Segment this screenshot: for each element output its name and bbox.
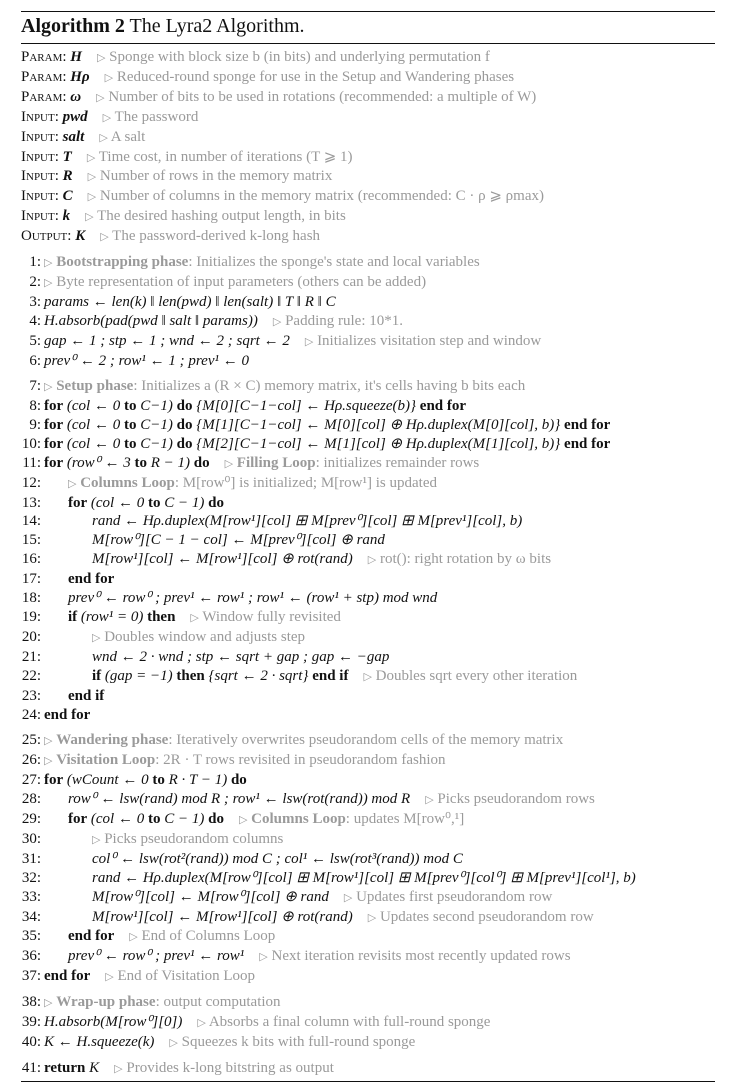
- algorithm-line: [21, 993, 715, 1013]
- line-body: [44, 649, 389, 665]
- line-body: [44, 571, 114, 587]
- line-number: 38:: [21, 994, 41, 1011]
- algorithm-line: [21, 377, 715, 397]
- comment-triangle-icon: ▷: [87, 191, 97, 204]
- line-comment: Window fully revisited: [202, 609, 341, 626]
- line-number: 24:: [21, 706, 41, 723]
- line-body: [44, 994, 281, 1010]
- line-body: [44, 436, 610, 452]
- line-body: [44, 455, 479, 471]
- line-body: [44, 707, 90, 723]
- line-comment: Next iteration revisits most recently updated rows: [271, 948, 571, 965]
- algorithm-line: [21, 790, 715, 810]
- line-number: 39:: [21, 1014, 41, 1031]
- line-number: 12:: [21, 474, 41, 491]
- io-comment: A salt: [110, 128, 146, 145]
- line-number: 22:: [21, 668, 41, 685]
- comment-heading: Setup phase: [56, 377, 134, 394]
- algorithm-line: [21, 830, 715, 850]
- line-code: for (row⁰ ← 3 to R − 1) do: [44, 454, 210, 471]
- comment-triangle-icon: ▷: [96, 52, 106, 64]
- line-number: 36:: [21, 948, 41, 965]
- line-body: [44, 889, 552, 905]
- line-body: [44, 772, 247, 788]
- comment-triangle-icon: ▷: [87, 171, 97, 184]
- line-code: wnd ← 2 · wnd ; stp ← sqrt + gap ; gap ← −gap: [92, 649, 390, 666]
- line-code: for (col ← 0 to C−1) do {M[0][C−1−col] ← Hρ.squeeze(b)} end for: [44, 397, 467, 414]
- algorithm-line: [21, 512, 715, 531]
- line-number: 3:: [29, 293, 41, 310]
- comment-triangle-icon: ▷: [304, 335, 314, 348]
- line-body: [44, 928, 275, 944]
- line-number: 16:: [21, 551, 41, 568]
- comment-triangle-icon: ▷: [96, 91, 105, 104]
- line-code: for (wCount ← 0 to R · T − 1) do: [44, 771, 247, 788]
- line-comment: Picks pseudorandom columns: [104, 830, 284, 847]
- line-comment: End of Columns Loop: [141, 928, 276, 945]
- line-number: 28:: [21, 790, 41, 807]
- algorithm-line: [21, 687, 715, 706]
- comment-triangle-icon: ▷: [425, 793, 434, 806]
- io-variable: H: [70, 49, 82, 65]
- comment-triangle-icon: ▷: [102, 111, 112, 124]
- algorithm-line: [21, 293, 715, 312]
- line-code: end for: [44, 968, 91, 985]
- algorithm-line: [21, 550, 715, 570]
- line-code: M[row¹][col] ← M[row¹][col] ⊕ rot(rand): [92, 551, 353, 568]
- io-row: [21, 227, 715, 247]
- line-number: 14:: [21, 513, 41, 530]
- line-body: [44, 732, 563, 748]
- line-comment: Initializes visitation step and window: [317, 332, 542, 349]
- comment-triangle-icon: ▷: [85, 211, 94, 224]
- io-row: [21, 187, 715, 207]
- comment-triangle-icon: ▷: [44, 257, 53, 270]
- comment-heading: Filling Loop: [236, 454, 316, 471]
- algorithm-line: [21, 927, 715, 947]
- line-number: 29:: [21, 810, 41, 827]
- line-body: [44, 948, 571, 964]
- line-body: [44, 417, 610, 433]
- line-comment: Doubles window and adjusts step: [104, 629, 306, 646]
- line-number: 6:: [29, 352, 41, 369]
- line-code: gap ← 1 ; stp ← 1 ; wnd ← 2 ; sqrt ← 2: [44, 332, 290, 349]
- line-body: [44, 968, 255, 984]
- line-body: [44, 870, 636, 886]
- line-body: [44, 831, 283, 847]
- algorithm-line: [21, 731, 715, 751]
- line-body: [44, 475, 437, 491]
- comment-triangle-icon: ▷: [44, 380, 53, 393]
- line-comment: : output computation: [155, 994, 281, 1011]
- algorithm-line: [21, 397, 715, 416]
- io-variable: ω: [70, 88, 82, 105]
- algorithm-line: [21, 352, 715, 371]
- comment-triangle-icon: ▷: [86, 151, 96, 164]
- io-comment: The desired hashing output length, in bits: [97, 208, 346, 225]
- line-code: end for: [68, 571, 115, 588]
- line-code: for (col ← 0 to C − 1) do: [68, 810, 224, 827]
- io-variable: salt: [62, 128, 85, 145]
- io-kind: Input:: [21, 188, 59, 205]
- line-body: [44, 851, 463, 867]
- line-number: 17:: [21, 571, 41, 588]
- io-row: [21, 88, 715, 108]
- algorithm-line: [21, 454, 715, 474]
- line-number: 9:: [29, 416, 41, 433]
- line-code: rand ← Hρ.duplex(M[row¹][col] ⊞ M[prev⁰][col] ⊞ M[prev¹][col], b): [92, 513, 523, 530]
- line-body: [44, 1014, 490, 1030]
- io-kind: Param:: [21, 88, 67, 105]
- line-body: [44, 398, 466, 414]
- algorithm-line: [21, 648, 715, 667]
- io-comment: Number of rows in the memory matrix: [99, 168, 333, 185]
- algorithm-line: [21, 706, 715, 725]
- algorithm-line: [21, 888, 715, 908]
- io-kind: Param:: [21, 68, 67, 85]
- line-comment: rot(): right rotation by ω bits: [379, 551, 552, 568]
- algorithm-line: [21, 850, 715, 869]
- line-comment: Updates first pseudorandom row: [356, 888, 553, 905]
- caption-title: The Lyra2 Algorithm.: [129, 15, 305, 37]
- comment-triangle-icon: ▷: [367, 911, 377, 924]
- comment-triangle-icon: ▷: [92, 632, 101, 645]
- algorithm-line: [21, 869, 715, 888]
- algorithm-line: [21, 810, 715, 830]
- io-comment: Sponge with block size b (in bits) and underlying permutation f: [109, 49, 490, 65]
- io-row: [21, 48, 715, 68]
- line-code: H.absorb(pad(pwd ‖ salt ‖ params)): [44, 312, 258, 329]
- line-comment: : Initializes the sponge's state and local variables: [188, 254, 480, 271]
- line-number: 8:: [29, 397, 41, 414]
- algorithm-line: [21, 771, 715, 790]
- io-declarations: [21, 48, 715, 247]
- line-code: row⁰ ← lsw(rand) mod R ; row¹ ← lsw(rot(rand)) mod R: [68, 790, 411, 807]
- line-number: 33:: [21, 888, 41, 905]
- algorithm-block: [21, 11, 715, 1082]
- io-kind: Param:: [21, 49, 67, 65]
- algorithm-line: [21, 570, 715, 589]
- line-code: if (gap = −1) then {sqrt ← 2 · sqrt} end if: [92, 668, 349, 685]
- algorithm-line: [21, 967, 715, 987]
- comment-heading: Columns Loop: [251, 810, 346, 827]
- line-code: end if: [68, 688, 105, 705]
- algorithm-line: [21, 628, 715, 648]
- line-code: params ← len(k) ‖ len(pwd) ‖ len(salt) ‖ T ‖ R ‖ C: [44, 293, 336, 310]
- io-variable: K: [75, 228, 86, 245]
- comment-heading: Wrap-up phase: [56, 994, 156, 1011]
- comment-triangle-icon: ▷: [169, 1037, 178, 1050]
- line-number: 25:: [21, 731, 41, 748]
- io-comment: The password: [114, 108, 199, 125]
- algorithm-line: [21, 608, 715, 628]
- line-number: 34:: [21, 908, 41, 925]
- io-kind: Input:: [21, 148, 59, 165]
- line-body: [44, 551, 551, 567]
- line-body: [44, 532, 385, 548]
- line-body: [44, 909, 594, 925]
- algorithm-line: [21, 947, 715, 967]
- line-code: prev⁰ ← row⁰ ; prev¹ ← row¹: [68, 948, 245, 965]
- algorithm-line: [21, 253, 715, 273]
- line-comment: Byte representation of input parameters (others can be added): [56, 274, 427, 291]
- comment-triangle-icon: ▷: [44, 997, 53, 1010]
- comment-triangle-icon: ▷: [105, 971, 114, 984]
- comment-triangle-icon: ▷: [68, 477, 77, 490]
- io-kind: Output:: [21, 228, 72, 245]
- io-row: [21, 108, 715, 128]
- comment-triangle-icon: ▷: [190, 612, 199, 625]
- io-comment: Number of bits to be used in rotations (recommended: a multiple of W): [108, 88, 537, 105]
- io-comment: The password-derived k-long hash: [112, 228, 321, 245]
- line-number: 31:: [21, 850, 41, 867]
- line-comment: : updates M[row⁰,¹]: [345, 810, 465, 827]
- line-code: return K: [44, 1060, 100, 1077]
- line-comment: : Initializes a (R × C) memory matrix, it's cells having b bits each: [133, 377, 526, 394]
- comment-heading: Wandering phase: [56, 731, 169, 748]
- algorithm-line: [21, 474, 715, 494]
- comment-triangle-icon: ▷: [44, 734, 53, 747]
- line-number: 40:: [21, 1034, 41, 1051]
- line-body: [44, 378, 525, 394]
- algorithm-line: [21, 416, 715, 435]
- io-comment: Reduced-round sponge for use in the Setup and Wandering phases: [116, 68, 515, 85]
- line-comment: : initializes remainder rows: [315, 454, 480, 471]
- line-code: for (col ← 0 to C−1) do {M[2][C−1−col] ← M[1][col] ⊕ Hρ.duplex(M[1][col], b)} end for: [44, 435, 611, 452]
- io-row: [21, 128, 715, 148]
- io-variable: T: [62, 148, 72, 165]
- comment-triangle-icon: ▷: [343, 891, 353, 904]
- line-comment: : Iteratively overwrites pseudorandom cells of the memory matrix: [168, 731, 564, 748]
- line-body: [44, 590, 437, 606]
- line-body: [44, 668, 577, 684]
- io-kind: Input:: [21, 208, 59, 225]
- comment-triangle-icon: ▷: [367, 554, 377, 567]
- comment-triangle-icon: ▷: [44, 277, 53, 290]
- line-number: 23:: [21, 688, 41, 705]
- algorithm-line: [21, 667, 715, 687]
- line-number: 15:: [21, 532, 41, 549]
- line-code: M[row¹][col] ← M[row¹][col] ⊕ rot(rand): [92, 908, 353, 925]
- algorithm-line: [21, 1033, 715, 1053]
- algorithm-line: [21, 751, 715, 771]
- line-number: 32:: [21, 869, 41, 886]
- io-row: [21, 148, 715, 168]
- line-number: 27:: [21, 771, 41, 788]
- comment-heading: Bootstrapping phase: [56, 254, 189, 271]
- comment-triangle-icon: ▷: [197, 1017, 206, 1030]
- algorithm-line: [21, 908, 715, 928]
- line-code: for (col ← 0 to C−1) do {M[1][C−1−col] ← M[0][col] ⊕ Hρ.duplex(M[0][col], b)} end for: [44, 416, 611, 433]
- line-number: 2:: [29, 274, 41, 291]
- algorithm-line: [21, 1013, 715, 1033]
- algorithm-line: [21, 273, 715, 293]
- algorithm-lines: [21, 247, 715, 1079]
- algorithm-line: [21, 589, 715, 608]
- io-variable: Hρ: [70, 68, 90, 85]
- line-code: rand ← Hρ.duplex(M[row⁰][col] ⊞ M[row¹][col] ⊞ M[prev⁰][col⁰] ⊞ M[prev¹][col¹], b): [92, 869, 636, 886]
- line-code: prev⁰ ← row⁰ ; prev¹ ← row¹ ; row¹ ← (row¹ + stp) mod wnd: [68, 590, 438, 607]
- line-number: 1:: [29, 254, 41, 271]
- comment-triangle-icon: ▷: [92, 833, 101, 846]
- line-comment: Updates second pseudorandom row: [379, 908, 594, 925]
- line-body: [44, 688, 104, 704]
- line-body: [44, 294, 336, 310]
- comment-triangle-icon: ▷: [363, 671, 372, 684]
- line-number: 11:: [22, 454, 41, 471]
- line-comment: : M[row⁰] is initialized; M[row¹] is updated: [174, 474, 437, 491]
- io-comment: Time cost, in number of iterations (T ⩾ 1): [98, 148, 353, 165]
- line-body: [44, 791, 595, 807]
- io-variable: R: [62, 168, 73, 185]
- io-row: [21, 68, 715, 88]
- line-number: 5:: [29, 332, 41, 349]
- io-kind: Input:: [21, 128, 59, 145]
- line-code: end for: [44, 706, 91, 723]
- line-number: 30:: [21, 830, 41, 847]
- comment-triangle-icon: ▷: [272, 315, 282, 328]
- line-body: [44, 811, 464, 827]
- line-number: 10:: [21, 435, 41, 452]
- line-body: [44, 752, 446, 768]
- line-code: H.absorb(M[row⁰][0]): [44, 1014, 183, 1031]
- line-comment: Absorbs a final column with full-round sponge: [208, 1014, 491, 1031]
- algorithm-line: [21, 435, 715, 454]
- line-number: 7:: [29, 377, 41, 394]
- comment-triangle-icon: ▷: [104, 71, 114, 84]
- line-comment: : 2R · T rows revisited in pseudorandom fashion: [155, 751, 446, 768]
- line-comment: Squeezes k bits with full-round sponge: [181, 1034, 416, 1051]
- line-code: if (row¹ = 0) then: [68, 609, 176, 626]
- comment-triangle-icon: ▷: [259, 951, 268, 964]
- line-comment: Provides k-long bitstring as output: [126, 1060, 334, 1077]
- line-body: [44, 609, 341, 625]
- comment-triangle-icon: ▷: [99, 131, 108, 144]
- line-body: [44, 353, 249, 369]
- line-body: [44, 274, 426, 290]
- comment-triangle-icon: ▷: [238, 813, 248, 826]
- line-number: 20:: [21, 629, 41, 646]
- io-kind: Input:: [21, 168, 59, 185]
- io-comment: Number of columns in the memory matrix (recommended: C · ρ ⩾ ρmax): [99, 188, 544, 205]
- comment-heading: Columns Loop: [80, 474, 175, 491]
- algorithm-line: [21, 531, 715, 550]
- algorithm-line: [21, 1059, 715, 1079]
- line-code: M[row⁰][col] ← M[row⁰][col] ⊕ rand: [92, 888, 329, 905]
- line-body: [44, 1060, 334, 1076]
- line-number: 26:: [21, 751, 41, 768]
- comment-triangle-icon: ▷: [114, 1063, 123, 1076]
- line-body: [44, 495, 224, 511]
- line-code: end for: [68, 928, 115, 945]
- line-code: col⁰ ← lsw(rot²(rand)) mod C ; col¹ ← lsw(rot³(rand)) mod C: [92, 850, 463, 867]
- line-body: [44, 1034, 415, 1050]
- io-variable: k: [62, 208, 71, 225]
- algorithm-line: [21, 312, 715, 332]
- line-body: [44, 254, 480, 270]
- comment-triangle-icon: ▷: [129, 931, 138, 944]
- line-comment: End of Visitation Loop: [117, 968, 256, 985]
- io-variable: pwd: [62, 108, 88, 125]
- line-comment: Doubles sqrt every other iteration: [375, 668, 578, 685]
- algorithm-line: [21, 494, 715, 513]
- io-row: [21, 167, 715, 187]
- line-comment: Picks pseudorandom rows: [437, 790, 595, 807]
- io-kind: Input:: [21, 108, 59, 125]
- line-number: 35:: [21, 928, 41, 945]
- caption-label: Algorithm 2: [21, 15, 125, 37]
- line-number: 21:: [21, 649, 41, 666]
- comment-triangle-icon: ▷: [224, 457, 234, 470]
- line-number: 18:: [21, 590, 41, 607]
- line-number: 4:: [29, 312, 41, 329]
- line-code: prev⁰ ← 2 ; row¹ ← 1 ; prev¹ ← 0: [44, 352, 249, 369]
- line-number: 19:: [21, 609, 41, 626]
- comment-heading: Visitation Loop: [56, 751, 156, 768]
- algorithm-caption: [21, 12, 715, 40]
- line-body: [44, 629, 305, 645]
- comment-triangle-icon: ▷: [44, 754, 53, 767]
- line-code: for (col ← 0 to C − 1) do: [68, 494, 224, 511]
- line-number: 41:: [21, 1060, 41, 1077]
- line-number: 37:: [21, 968, 41, 985]
- line-code: K ← H.squeeze(k): [44, 1034, 155, 1051]
- line-body: [44, 333, 541, 349]
- io-variable: C: [62, 188, 73, 205]
- caption-rule: [21, 43, 715, 44]
- comment-triangle-icon: ▷: [100, 231, 109, 244]
- line-body: [44, 313, 403, 329]
- line-comment: Padding rule: 10*1.: [285, 312, 403, 329]
- line-number: 13:: [21, 494, 41, 511]
- io-row: [21, 207, 715, 227]
- line-body: [44, 513, 522, 529]
- algorithm-line: [21, 332, 715, 352]
- line-code: M[row⁰][C − 1 − col] ← M[prev⁰][col] ⊕ rand: [92, 532, 385, 549]
